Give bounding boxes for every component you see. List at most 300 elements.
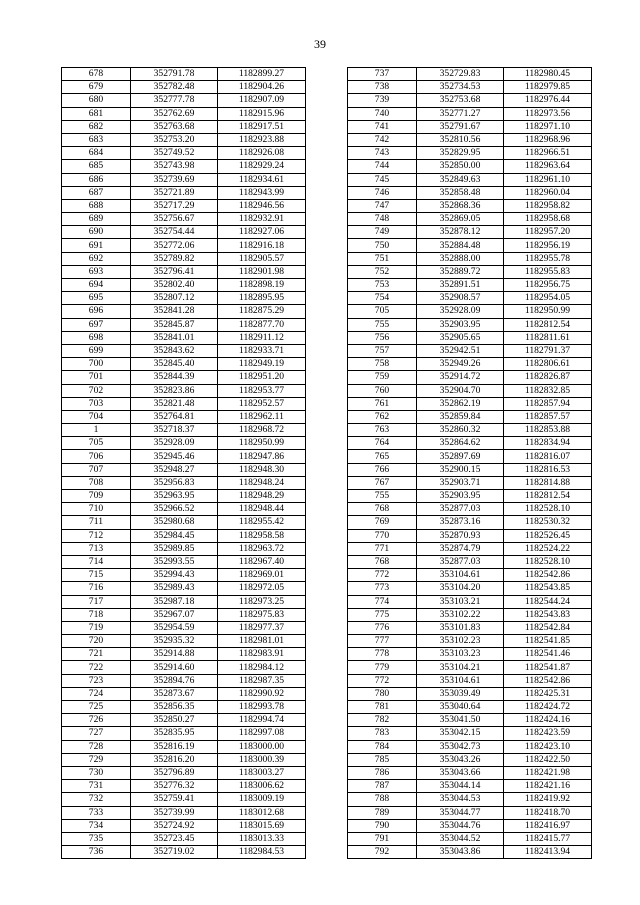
y-coordinate-cell: 1182415.77 <box>504 832 592 845</box>
table-row <box>348 555 592 568</box>
table-row <box>348 476 592 489</box>
table-row <box>62 846 306 859</box>
x-coordinate-cell: 352859.84 <box>417 410 504 423</box>
table-row <box>62 424 306 437</box>
table-row <box>62 120 306 133</box>
y-coordinate-cell: 1182994.74 <box>218 714 306 727</box>
x-coordinate-cell: 352849.63 <box>417 173 504 186</box>
point-number-cell: 785 <box>348 753 417 766</box>
y-coordinate-cell: 1182416.97 <box>504 819 592 832</box>
y-coordinate-cell: 1182834.94 <box>504 437 592 450</box>
y-coordinate-cell: 1182958.68 <box>504 213 592 226</box>
x-coordinate-cell: 352754.44 <box>131 226 218 239</box>
point-number-cell: 768 <box>348 503 417 516</box>
point-number-cell: 718 <box>62 608 131 621</box>
table-row <box>62 384 306 397</box>
y-coordinate-cell: 1182424.16 <box>504 714 592 727</box>
x-coordinate-cell: 352945.46 <box>131 450 218 463</box>
y-coordinate-cell: 1182421.98 <box>504 766 592 779</box>
point-number-cell: 680 <box>62 94 131 107</box>
x-coordinate-cell: 353101.83 <box>417 621 504 634</box>
y-coordinate-cell: 1182530.32 <box>504 516 592 529</box>
x-coordinate-cell: 352903.95 <box>417 490 504 503</box>
y-coordinate-cell: 1182966.51 <box>504 147 592 160</box>
y-coordinate-cell: 1182877.70 <box>218 318 306 331</box>
point-number-cell: 681 <box>62 107 131 120</box>
table-row <box>62 687 306 700</box>
point-number-cell: 776 <box>348 621 417 634</box>
x-coordinate-cell: 352903.71 <box>417 476 504 489</box>
table-row <box>62 81 306 94</box>
x-coordinate-cell: 353104.61 <box>417 674 504 687</box>
x-coordinate-cell: 353104.21 <box>417 661 504 674</box>
point-number-cell: 782 <box>348 714 417 727</box>
y-coordinate-cell: 1183012.68 <box>218 806 306 819</box>
y-coordinate-cell: 1183013.33 <box>218 832 306 845</box>
point-number-cell: 730 <box>62 766 131 779</box>
y-coordinate-cell: 1182423.10 <box>504 740 592 753</box>
table-row <box>62 292 306 305</box>
point-number-cell: 756 <box>348 331 417 344</box>
table-row <box>348 292 592 305</box>
point-number-cell: 760 <box>348 384 417 397</box>
table-row <box>348 621 592 634</box>
table-row <box>348 160 592 173</box>
x-coordinate-cell: 352873.67 <box>131 687 218 700</box>
y-coordinate-cell: 1182987.35 <box>218 674 306 687</box>
x-coordinate-cell: 353043.66 <box>417 766 504 779</box>
point-number-cell: 748 <box>348 213 417 226</box>
table-row <box>348 674 592 687</box>
table-row <box>348 173 592 186</box>
x-coordinate-cell: 352888.00 <box>417 252 504 265</box>
y-coordinate-cell: 1182806.61 <box>504 358 592 371</box>
point-number-cell: 770 <box>348 529 417 542</box>
x-coordinate-cell: 353104.61 <box>417 569 504 582</box>
point-number-cell: 691 <box>62 239 131 252</box>
y-coordinate-cell: 1183000.00 <box>218 740 306 753</box>
point-number-cell: 706 <box>62 450 131 463</box>
y-coordinate-cell: 1182899.27 <box>218 68 306 81</box>
x-coordinate-cell: 353044.14 <box>417 780 504 793</box>
y-coordinate-cell: 1182997.08 <box>218 727 306 740</box>
table-row <box>62 595 306 608</box>
y-coordinate-cell: 1182950.99 <box>218 437 306 450</box>
x-coordinate-cell: 352749.52 <box>131 147 218 160</box>
x-coordinate-cell: 352980.68 <box>131 516 218 529</box>
x-coordinate-cell: 352796.41 <box>131 265 218 278</box>
y-coordinate-cell: 1182947.86 <box>218 450 306 463</box>
table-row <box>62 199 306 212</box>
x-coordinate-cell: 352967.07 <box>131 608 218 621</box>
y-coordinate-cell: 1183003.27 <box>218 766 306 779</box>
y-coordinate-cell: 1182956.19 <box>504 239 592 252</box>
table-row <box>62 160 306 173</box>
x-coordinate-cell: 353043.86 <box>417 846 504 859</box>
point-number-cell: 735 <box>62 832 131 845</box>
table-row <box>348 371 592 384</box>
y-coordinate-cell: 1182832.85 <box>504 384 592 397</box>
x-coordinate-cell: 352884.48 <box>417 239 504 252</box>
table-row <box>348 437 592 450</box>
point-number-cell: 762 <box>348 410 417 423</box>
x-coordinate-cell: 352845.87 <box>131 318 218 331</box>
x-coordinate-cell: 352935.32 <box>131 635 218 648</box>
table-row <box>62 529 306 542</box>
point-number-cell: 709 <box>62 490 131 503</box>
point-number-cell: 728 <box>62 740 131 753</box>
x-coordinate-cell: 352948.27 <box>131 463 218 476</box>
y-coordinate-cell: 1182857.94 <box>504 397 592 410</box>
table-row <box>348 569 592 582</box>
y-coordinate-cell: 1182946.56 <box>218 199 306 212</box>
point-number-cell: 784 <box>348 740 417 753</box>
point-number-cell: 726 <box>62 714 131 727</box>
table-row <box>62 265 306 278</box>
point-number-cell: 699 <box>62 344 131 357</box>
point-number-cell: 767 <box>348 476 417 489</box>
x-coordinate-cell: 352777.78 <box>131 94 218 107</box>
point-number-cell: 744 <box>348 160 417 173</box>
point-number-cell: 764 <box>348 437 417 450</box>
x-coordinate-cell: 353044.76 <box>417 819 504 832</box>
x-coordinate-cell: 352782.48 <box>131 81 218 94</box>
table-row <box>348 701 592 714</box>
point-number-cell: 712 <box>62 529 131 542</box>
table-row <box>348 516 592 529</box>
x-coordinate-cell: 352762.69 <box>131 107 218 120</box>
point-number-cell: 686 <box>62 173 131 186</box>
table-row <box>348 331 592 344</box>
table-row <box>62 173 306 186</box>
point-number-cell: 685 <box>62 160 131 173</box>
x-coordinate-cell: 352954.59 <box>131 621 218 634</box>
table-row <box>348 226 592 239</box>
y-coordinate-cell: 1182853.88 <box>504 424 592 437</box>
table-row <box>348 503 592 516</box>
point-number-cell: 724 <box>62 687 131 700</box>
point-number-cell: 749 <box>348 226 417 239</box>
point-number-cell: 792 <box>348 846 417 859</box>
y-coordinate-cell: 1182957.20 <box>504 226 592 239</box>
table-row <box>62 397 306 410</box>
point-number-cell: 751 <box>348 252 417 265</box>
point-number-cell: 747 <box>348 199 417 212</box>
point-number-cell: 720 <box>62 635 131 648</box>
table-row <box>62 490 306 503</box>
table-row <box>348 68 592 81</box>
y-coordinate-cell: 1182916.18 <box>218 239 306 252</box>
point-number-cell: 775 <box>348 608 417 621</box>
table-row <box>62 450 306 463</box>
x-coordinate-cell: 352914.60 <box>131 661 218 674</box>
point-number-cell: 722 <box>62 661 131 674</box>
x-coordinate-cell: 352994.43 <box>131 569 218 582</box>
table-row <box>348 199 592 212</box>
y-coordinate-cell: 1182875.29 <box>218 305 306 318</box>
table-row <box>62 226 306 239</box>
table-row <box>348 94 592 107</box>
y-coordinate-cell: 1182814.88 <box>504 476 592 489</box>
y-coordinate-cell: 1182904.26 <box>218 81 306 94</box>
point-number-cell: 690 <box>62 226 131 239</box>
table-row <box>348 213 592 226</box>
table-row <box>62 806 306 819</box>
x-coordinate-cell: 353103.23 <box>417 648 504 661</box>
y-coordinate-cell: 1182528.10 <box>504 555 592 568</box>
x-coordinate-cell: 352791.67 <box>417 120 504 133</box>
table-row <box>348 740 592 753</box>
y-coordinate-cell: 1182898.19 <box>218 279 306 292</box>
y-coordinate-cell: 1182973.56 <box>504 107 592 120</box>
x-coordinate-cell: 352759.41 <box>131 793 218 806</box>
table-row <box>348 239 592 252</box>
y-coordinate-cell: 1182544.24 <box>504 595 592 608</box>
x-coordinate-cell: 352816.20 <box>131 753 218 766</box>
y-coordinate-cell: 1182955.83 <box>504 265 592 278</box>
y-coordinate-cell: 1182812.54 <box>504 318 592 331</box>
point-number-cell: 768 <box>348 555 417 568</box>
table-row <box>62 318 306 331</box>
y-coordinate-cell: 1182907.09 <box>218 94 306 107</box>
x-coordinate-cell: 353044.52 <box>417 832 504 845</box>
table-row <box>62 437 306 450</box>
table-row <box>348 147 592 160</box>
point-number-cell: 693 <box>62 265 131 278</box>
table-row <box>62 714 306 727</box>
y-coordinate-cell: 1182934.61 <box>218 173 306 186</box>
x-coordinate-cell: 352870.93 <box>417 529 504 542</box>
y-coordinate-cell: 1182911.12 <box>218 331 306 344</box>
x-coordinate-cell: 352721.89 <box>131 186 218 199</box>
coordinates-table-right <box>347 67 592 859</box>
table-row <box>62 582 306 595</box>
x-coordinate-cell: 352862.19 <box>417 397 504 410</box>
table-row <box>62 819 306 832</box>
y-coordinate-cell: 1182976.44 <box>504 94 592 107</box>
table-row <box>62 766 306 779</box>
y-coordinate-cell: 1182542.84 <box>504 621 592 634</box>
x-coordinate-cell: 352829.95 <box>417 147 504 160</box>
table-row <box>62 463 306 476</box>
table-row <box>348 133 592 146</box>
point-number-cell: 772 <box>348 569 417 582</box>
point-number-cell: 786 <box>348 766 417 779</box>
point-number-cell: 769 <box>348 516 417 529</box>
y-coordinate-cell: 1182980.45 <box>504 68 592 81</box>
point-number-cell: 774 <box>348 595 417 608</box>
table-row <box>62 780 306 793</box>
x-coordinate-cell: 353104.20 <box>417 582 504 595</box>
x-coordinate-cell: 352956.83 <box>131 476 218 489</box>
x-coordinate-cell: 352796.89 <box>131 766 218 779</box>
x-coordinate-cell: 352764.81 <box>131 410 218 423</box>
table-row <box>62 635 306 648</box>
x-coordinate-cell: 352724.92 <box>131 819 218 832</box>
table-row <box>348 846 592 859</box>
table-row <box>62 674 306 687</box>
table-row <box>62 186 306 199</box>
point-number-cell: 704 <box>62 410 131 423</box>
table-row <box>62 608 306 621</box>
x-coordinate-cell: 353042.73 <box>417 740 504 753</box>
x-coordinate-cell: 352949.26 <box>417 358 504 371</box>
point-number-cell: 759 <box>348 371 417 384</box>
table-row <box>62 569 306 582</box>
table-row <box>348 542 592 555</box>
x-coordinate-cell: 352717.29 <box>131 199 218 212</box>
x-coordinate-cell: 352776.32 <box>131 780 218 793</box>
point-number-cell: 743 <box>348 147 417 160</box>
table-row <box>348 384 592 397</box>
point-number-cell: 738 <box>348 81 417 94</box>
point-number-cell: 778 <box>348 648 417 661</box>
x-coordinate-cell: 353039.49 <box>417 687 504 700</box>
y-coordinate-cell: 1182953.77 <box>218 384 306 397</box>
x-coordinate-cell: 352739.99 <box>131 806 218 819</box>
y-coordinate-cell: 1182926.08 <box>218 147 306 160</box>
x-coordinate-cell: 352877.03 <box>417 503 504 516</box>
table-row <box>62 832 306 845</box>
point-number-cell: 763 <box>348 424 417 437</box>
y-coordinate-cell: 1182948.30 <box>218 463 306 476</box>
table-row <box>62 358 306 371</box>
y-coordinate-cell: 1182422.50 <box>504 753 592 766</box>
y-coordinate-cell: 1182857.57 <box>504 410 592 423</box>
x-coordinate-cell: 352914.72 <box>417 371 504 384</box>
table-row <box>348 582 592 595</box>
table-row <box>62 371 306 384</box>
x-coordinate-cell: 353102.23 <box>417 635 504 648</box>
table-row <box>348 252 592 265</box>
table-row <box>62 753 306 766</box>
x-coordinate-cell: 352791.78 <box>131 68 218 81</box>
y-coordinate-cell: 1182967.40 <box>218 555 306 568</box>
y-coordinate-cell: 1182969.01 <box>218 569 306 582</box>
x-coordinate-cell: 352743.98 <box>131 160 218 173</box>
x-coordinate-cell: 352928.09 <box>417 305 504 318</box>
point-number-cell: 725 <box>62 701 131 714</box>
point-number-cell: 729 <box>62 753 131 766</box>
x-coordinate-cell: 352891.51 <box>417 279 504 292</box>
table-row <box>348 608 592 621</box>
table-row <box>62 213 306 226</box>
y-coordinate-cell: 1183006.62 <box>218 780 306 793</box>
table-row <box>62 648 306 661</box>
x-coordinate-cell: 352756.67 <box>131 213 218 226</box>
table-row <box>348 450 592 463</box>
y-coordinate-cell: 1182981.01 <box>218 635 306 648</box>
x-coordinate-cell: 352942.51 <box>417 344 504 357</box>
table-row <box>348 120 592 133</box>
x-coordinate-cell: 352903.95 <box>417 318 504 331</box>
point-number-cell: 684 <box>62 147 131 160</box>
point-number-cell: 708 <box>62 476 131 489</box>
point-number-cell: 787 <box>348 780 417 793</box>
point-number-cell: 761 <box>348 397 417 410</box>
table-row <box>62 516 306 529</box>
table-row <box>348 661 592 674</box>
y-coordinate-cell: 1182979.85 <box>504 81 592 94</box>
point-number-cell: 682 <box>62 120 131 133</box>
y-coordinate-cell: 1182963.72 <box>218 542 306 555</box>
y-coordinate-cell: 1182811.61 <box>504 331 592 344</box>
x-coordinate-cell: 352963.95 <box>131 490 218 503</box>
point-number-cell: 1 <box>62 424 131 437</box>
point-number-cell: 705 <box>62 437 131 450</box>
y-coordinate-cell: 1182927.06 <box>218 226 306 239</box>
point-number-cell: 734 <box>62 819 131 832</box>
y-coordinate-cell: 1182413.94 <box>504 846 592 859</box>
x-coordinate-cell: 352989.85 <box>131 542 218 555</box>
x-coordinate-cell: 352897.69 <box>417 450 504 463</box>
y-coordinate-cell: 1182915.96 <box>218 107 306 120</box>
x-coordinate-cell: 352844.39 <box>131 371 218 384</box>
x-coordinate-cell: 352928.09 <box>131 437 218 450</box>
point-number-cell: 679 <box>62 81 131 94</box>
point-number-cell: 752 <box>348 265 417 278</box>
table-row <box>62 793 306 806</box>
y-coordinate-cell: 1182933.71 <box>218 344 306 357</box>
x-coordinate-cell: 352914.88 <box>131 648 218 661</box>
y-coordinate-cell: 1182984.12 <box>218 661 306 674</box>
y-coordinate-cell: 1182948.24 <box>218 476 306 489</box>
x-coordinate-cell: 353041.50 <box>417 714 504 727</box>
x-coordinate-cell: 352984.45 <box>131 529 218 542</box>
point-number-cell: 698 <box>62 331 131 344</box>
y-coordinate-cell: 1182971.10 <box>504 120 592 133</box>
y-coordinate-cell: 1182923.88 <box>218 133 306 146</box>
table-row <box>62 555 306 568</box>
point-number-cell: 741 <box>348 120 417 133</box>
y-coordinate-cell: 1182425.31 <box>504 687 592 700</box>
point-number-cell: 692 <box>62 252 131 265</box>
x-coordinate-cell: 352856.35 <box>131 701 218 714</box>
x-coordinate-cell: 352878.12 <box>417 226 504 239</box>
table-row <box>348 265 592 278</box>
table-row <box>348 687 592 700</box>
x-coordinate-cell: 352989.43 <box>131 582 218 595</box>
y-coordinate-cell: 1182955.78 <box>504 252 592 265</box>
point-number-cell: 773 <box>348 582 417 595</box>
y-coordinate-cell: 1182948.29 <box>218 490 306 503</box>
point-number-cell: 754 <box>348 292 417 305</box>
point-number-cell: 740 <box>348 107 417 120</box>
y-coordinate-cell: 1182932.91 <box>218 213 306 226</box>
point-number-cell: 711 <box>62 516 131 529</box>
x-coordinate-cell: 352843.62 <box>131 344 218 357</box>
table-row <box>62 701 306 714</box>
point-number-cell: 781 <box>348 701 417 714</box>
y-coordinate-cell: 1182929.24 <box>218 160 306 173</box>
x-coordinate-cell: 352789.82 <box>131 252 218 265</box>
x-coordinate-cell: 352900.15 <box>417 463 504 476</box>
y-coordinate-cell: 1182905.57 <box>218 252 306 265</box>
point-number-cell: 746 <box>348 186 417 199</box>
table-row <box>348 107 592 120</box>
y-coordinate-cell: 1182542.86 <box>504 674 592 687</box>
table-row <box>348 595 592 608</box>
point-number-cell: 702 <box>62 384 131 397</box>
table-row <box>348 279 592 292</box>
point-number-cell: 779 <box>348 661 417 674</box>
point-number-cell: 716 <box>62 582 131 595</box>
table-row <box>62 68 306 81</box>
x-coordinate-cell: 352835.95 <box>131 727 218 740</box>
point-number-cell: 788 <box>348 793 417 806</box>
point-number-cell: 715 <box>62 569 131 582</box>
point-number-cell: 703 <box>62 397 131 410</box>
